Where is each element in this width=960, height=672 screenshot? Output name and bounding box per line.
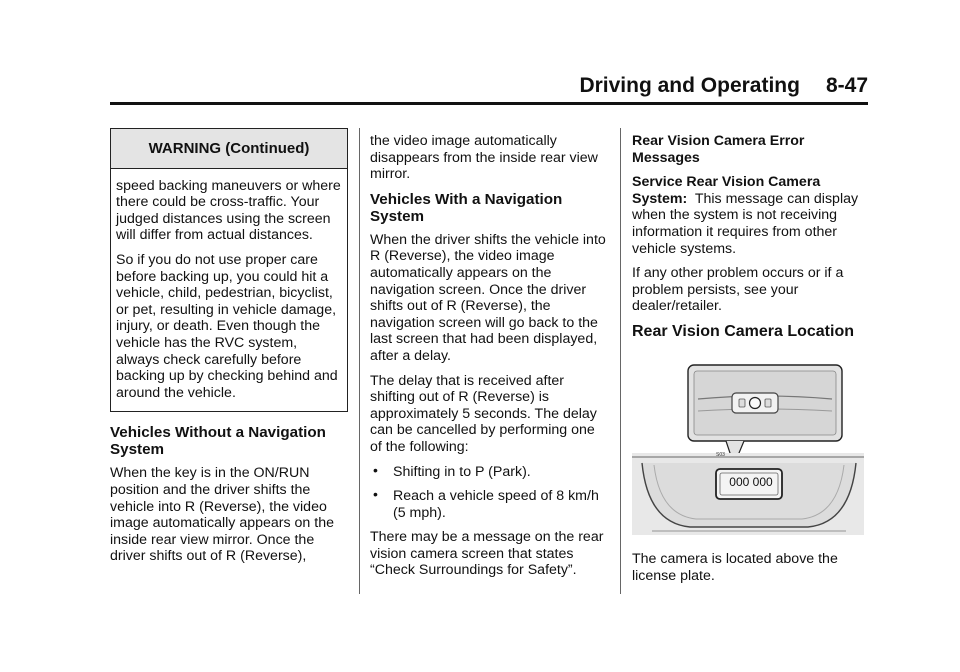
camera-light [765,399,771,407]
body-paragraph [632,174,868,257]
section-title: Driving and Operating [579,74,800,97]
service-label: Service Rear Vision Camera System: [632,174,821,207]
bullet-icon: • [373,486,378,503]
list-item-text: Reach a vehicle speed of 8 km/h (5 mph). [393,488,599,521]
warning-paragraph: speed backing maneuvers or where there could be cross-traffic. Your judged distances using the screen will differ from actual distances. [116,177,341,244]
camera-light [739,399,745,407]
figure-code: S03 [716,451,725,458]
camera-lens-icon [750,397,761,408]
warning-paragraph: So if you do not use proper care before backing up, you could hit a vehicle, child, pedestrian, bicyclist, or pet, resulting in vehicle damage, injury, or death. Even though the vehicle has the RVC system, always check carefully before backing up by checking behind and around the vehicle. [116,251,338,401]
column-divider [359,128,360,594]
column-3 [632,133,868,592]
page-number: 8-47 [825,74,868,97]
column-1 [110,128,348,573]
camera-location-figure [632,353,868,539]
warning-body [111,169,347,412]
column-2 [370,133,610,587]
section-heading: Vehicles Without a Navigation System [110,424,326,459]
warning-title: WARNING (Continued) [111,129,347,169]
license-plate-number: 000 000 [729,474,773,489]
subheading: Rear Vision Camera Error Messages [632,133,805,166]
section-heading: Rear Vision Camera Location [632,322,854,340]
service-text: This message can display when the system is not receiving information it requires from other vehicle systems. [632,190,859,257]
figure-caption: The camera is located above the license plate. [632,550,838,584]
body-paragraph: There may be a message on the rear vision camera screen that states “Check Surroundings for Safety”. [370,529,604,579]
body-paragraph: If any other problem occurs or if a problem persists, see your dealer/retailer. [632,265,844,315]
list-item-text: Shifting in to P (Park). [393,463,531,480]
list-item [370,461,610,481]
body-paragraph: When the key is in the ON/RUN position and the driver shifts the vehicle into R (Reverse), the video image automatically appears on the inside rear view mirror. Once the driver shifts out of R (Reverse), [110,465,334,565]
section-heading: Vehicles With a Navigation System [370,190,563,225]
warning-box [110,128,348,412]
page-header [110,74,868,105]
list-item [370,488,610,521]
bullet-list [370,461,610,522]
body-paragraph: The delay that is received after shifting out of R (Reverse) is approximately 5 seconds. The delay can be cancelled by performing one of the following: [370,372,597,455]
body-paragraph: When the driver shifts the vehicle into R (Reverse), the video image automatically appears on the navigation screen. Once the driver shifts out of R (Reverse), the navigation screen will go back to the last screen that had been displayed, after a delay. [370,231,606,364]
camera-illustration [632,353,868,539]
bullet-icon: • [373,461,378,478]
column-divider [620,128,621,594]
body-paragraph: the video image automatically disappears from the inside rear view mirror. [370,133,598,183]
